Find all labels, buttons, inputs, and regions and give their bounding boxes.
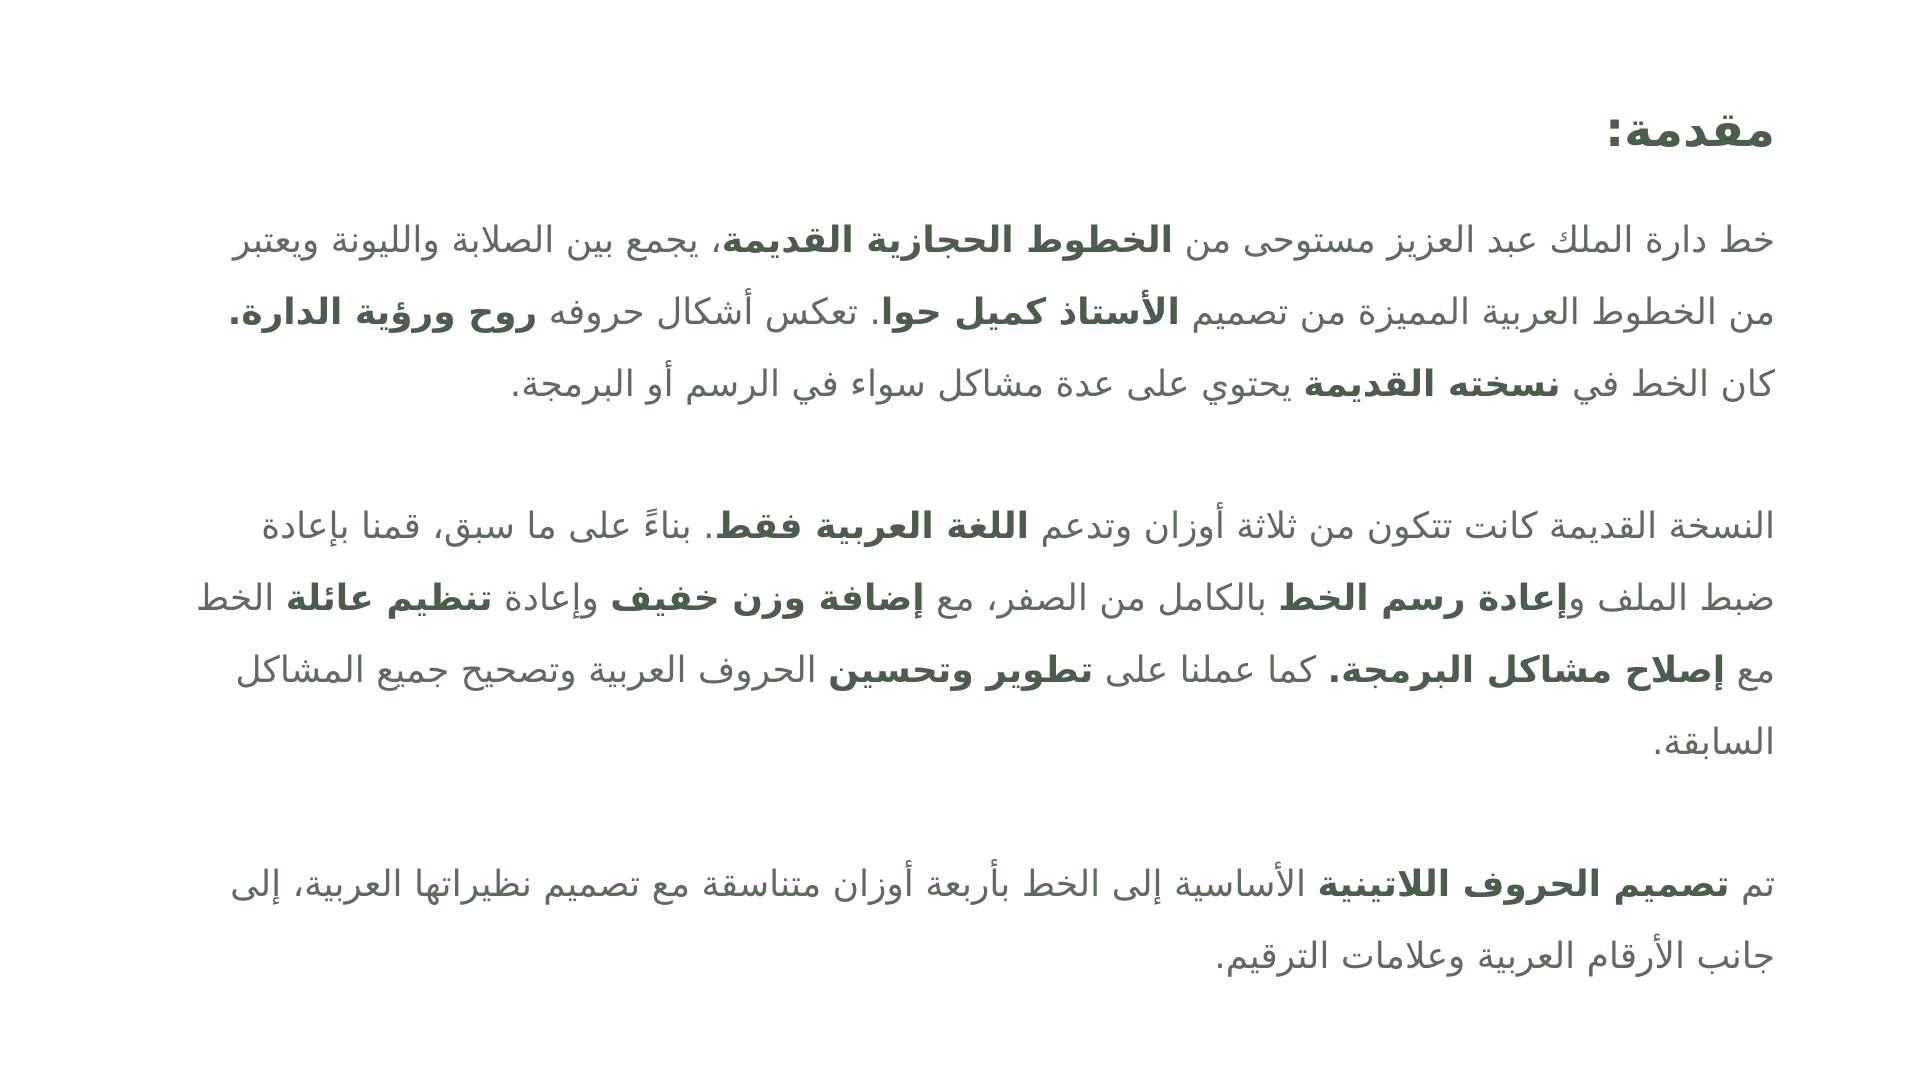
body-text: الأساسية إلى الخط بأربعة أوزان متناسقة مع تصميم نظيراتها العربية، إلى جانب الأرقام العربية وعلامات الترقيم. xyxy=(230,864,1775,977)
emphasis-text: إصلاح مشاكل البرمجة. xyxy=(1327,650,1726,691)
body-text: . بناءً على ما سبق، قمنا بإعادة ضبط الملف و xyxy=(261,506,1775,619)
emphasis-text: الأستاذ كميل حوا xyxy=(880,292,1180,333)
emphasis-text: روح ورؤية الدارة. xyxy=(227,292,538,333)
body-text: يحتوي على عدة مشاكل سواء في الرسم أو البرمجة. xyxy=(509,364,1304,405)
emphasis-text: إعادة رسم الخط xyxy=(1278,578,1569,619)
body-text: ، يجمع بين الصلابة والليونة ويعتبر من الخطوط العربية المميزة من تصميم xyxy=(232,220,1775,333)
body-paragraph-1 xyxy=(175,205,1775,421)
emphasis-text: إضافة وزن خفيف xyxy=(610,578,925,619)
body-text: تم xyxy=(1729,864,1775,905)
body-text: النسخة القديمة كانت تتكون من ثلاثة أوزان وتدعم xyxy=(1029,506,1775,547)
body-text: خط دارة الملك عبد العزيز مستوحى من xyxy=(1173,220,1775,261)
emphasis-text: تنظيم عائلة xyxy=(285,578,493,619)
body-text: وإعادة xyxy=(492,578,611,619)
emphasis-text: نسخته القديمة xyxy=(1303,364,1561,405)
emphasis-text: تصميم الحروف اللاتينية xyxy=(1317,864,1730,905)
body-text: كان الخط في xyxy=(1560,364,1775,405)
body-paragraph-3 xyxy=(175,849,1775,993)
body-text: كما عملنا على xyxy=(1093,650,1328,691)
emphasis-text: تطوير وتحسين xyxy=(828,650,1094,691)
body-text: الحروف العربية وتصحيح جميع المشاكل السابقة. xyxy=(235,650,1775,763)
body-text: الخط مع xyxy=(195,578,1775,691)
emphasis-text: الخطوط الحجازية القديمة xyxy=(721,220,1174,261)
body-paragraph-2 xyxy=(175,491,1775,779)
intro-section xyxy=(175,95,1775,993)
body-text: . تعكس أشكال حروفه xyxy=(537,292,881,333)
paragraph-list xyxy=(175,205,1775,993)
emphasis-text: اللغة العربية فقط xyxy=(714,506,1030,547)
body-text: بالكامل من الصفر، مع xyxy=(924,578,1279,619)
section-heading: مقدمة: xyxy=(1604,102,1775,158)
